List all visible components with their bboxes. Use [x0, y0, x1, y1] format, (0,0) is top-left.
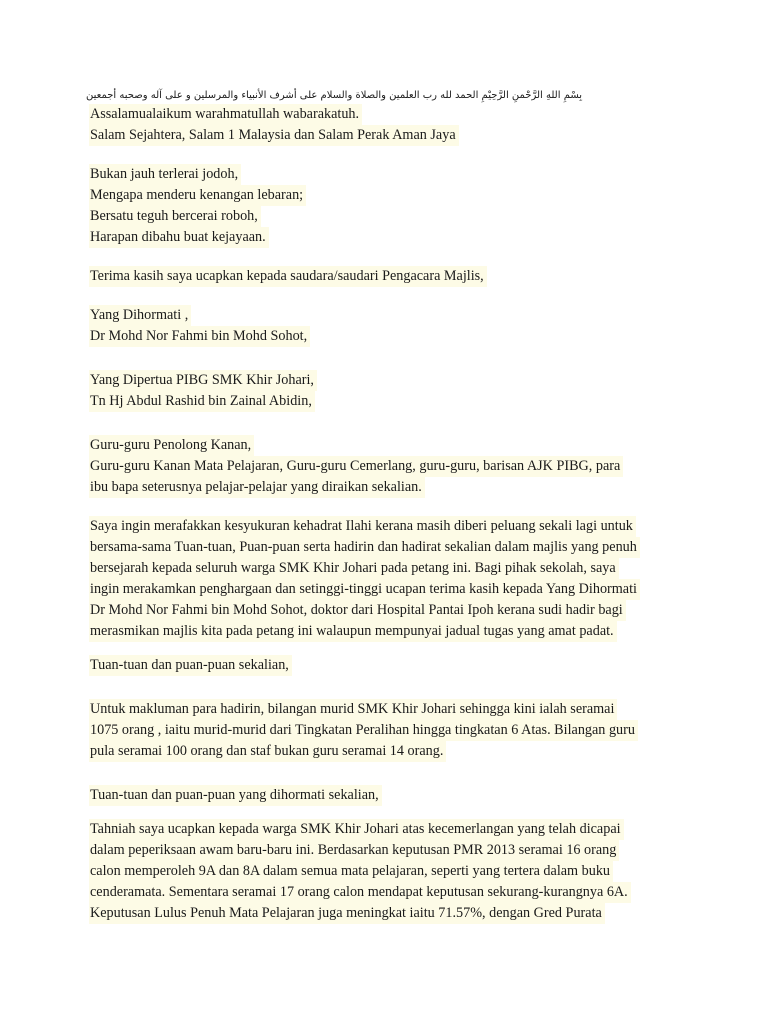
pibg-salutation	[90, 370, 690, 412]
pantun-verse	[90, 164, 690, 248]
text-line: Bersatu teguh bercerai roboh,	[90, 206, 690, 227]
text-line: bersama-sama Tuan-tuan, Puan-puan serta hadirin dan hadirat sekalian dalam majlis yang penuh	[90, 537, 690, 558]
results-paragraph	[90, 819, 690, 924]
text-line: Dr Mohd Nor Fahmi bin Mohd Sohot,	[90, 326, 690, 347]
text-line: Saya ingin merafakkan kesyukuran kehadrat Ilahi kerana masih diberi peluang sekali lagi untuk	[90, 516, 690, 537]
text-line: Keputusan Lulus Penuh Mata Pelajaran juga meningkat iaitu 71.57%, dengan Gred Purata	[90, 903, 690, 924]
text-line: Yang Dihormati ,	[90, 305, 690, 326]
info-paragraph	[90, 699, 690, 762]
text-line: ibu bapa seterusnya pelajar-pelajar yang diraikan sekalian.	[90, 477, 690, 498]
speech-text	[86, 88, 690, 924]
address-line: Tuan-tuan dan puan-puan sekalian,	[90, 655, 690, 676]
text-line: 1075 orang , iaitu murid-murid dari Tingkatan Peralihan hingga tingkatan 6 Atas. Bilangan guru	[90, 720, 690, 741]
text-line: merasmikan majlis kita pada petang ini walaupun mempunyai jadual tugas yang amat padat.	[90, 621, 690, 642]
greeting-block	[90, 104, 690, 146]
teachers-salutation	[90, 435, 690, 498]
address-line: Tuan-tuan dan puan-puan yang dihormati sekalian,	[90, 785, 690, 806]
text-line: Harapan dibahu buat kejayaan.	[90, 227, 690, 248]
text-line: calon memperoleh 9A dan 8A dalam semua mata pelajaran, seperti yang tertera dalam buku	[90, 861, 690, 882]
text-line: Tahniah saya ucapkan kepada warga SMK Khir Johari atas kecemerlangan yang telah dicapai	[90, 819, 690, 840]
text-line: Guru-guru Penolong Kanan,	[90, 435, 690, 456]
text-line: pula seramai 100 orang dan staf bukan guru seramai 14 orang.	[90, 741, 690, 762]
gratitude-paragraph	[90, 516, 690, 642]
text-line: Salam Sejahtera, Salam 1 Malaysia dan Salam Perak Aman Jaya	[90, 125, 690, 146]
bismillah-line: بِسْمِ اللهِ الرَّحْمنِ الرَّحِيْمِ الحمد لله رب العلمين والصلاة والسلام على أشرف الأنبياء والمرسلين و على آله وصحبه أجمعين	[86, 90, 583, 101]
text-line: Bukan jauh terlerai jodoh,	[90, 164, 690, 185]
text-line: dalam peperiksaan awam baru-baru ini. Berdasarkan keputusan PMR 2013 seramai 16 orang	[90, 840, 690, 861]
text-line: cenderamata. Sementara seramai 17 orang calon mendapat keputusan sekurang-kurangnya 6A.	[90, 882, 690, 903]
text-line: ingin merakamkan penghargaan dan setinggi-tinggi ucapan terima kasih kepada Yang Dihormati	[90, 579, 690, 600]
text-line: Tn Hj Abdul Rashid bin Zainal Abidin,	[90, 391, 690, 412]
text-line: Untuk makluman para hadirin, bilangan murid SMK Khir Johari sehingga kini ialah seramai	[90, 699, 690, 720]
thanks-mc-line: Terima kasih saya ucapkan kepada saudara/saudari Pengacara Majlis,	[90, 266, 690, 287]
text-line: Guru-guru Kanan Mata Pelajaran, Guru-guru Cemerlang, guru-guru, barisan AJK PIBG, para	[90, 456, 690, 477]
text-line: Dr Mohd Nor Fahmi bin Mohd Sohot, doktor dari Hospital Pantai Ipoh kerana sudi hadir bagi	[90, 600, 690, 621]
vip-salutation	[90, 305, 690, 347]
text-line: Mengapa menderu kenangan lebaran;	[90, 185, 690, 206]
text-line: bersejarah kepada seluruh warga SMK Khir Johari pada petang ini. Bagi pihak sekolah, saya	[90, 558, 690, 579]
text-line: Assalamualaikum warahmatullah wabarakatuh.	[90, 104, 690, 125]
text-line: Yang Dipertua PIBG SMK Khir Johari,	[90, 370, 690, 391]
